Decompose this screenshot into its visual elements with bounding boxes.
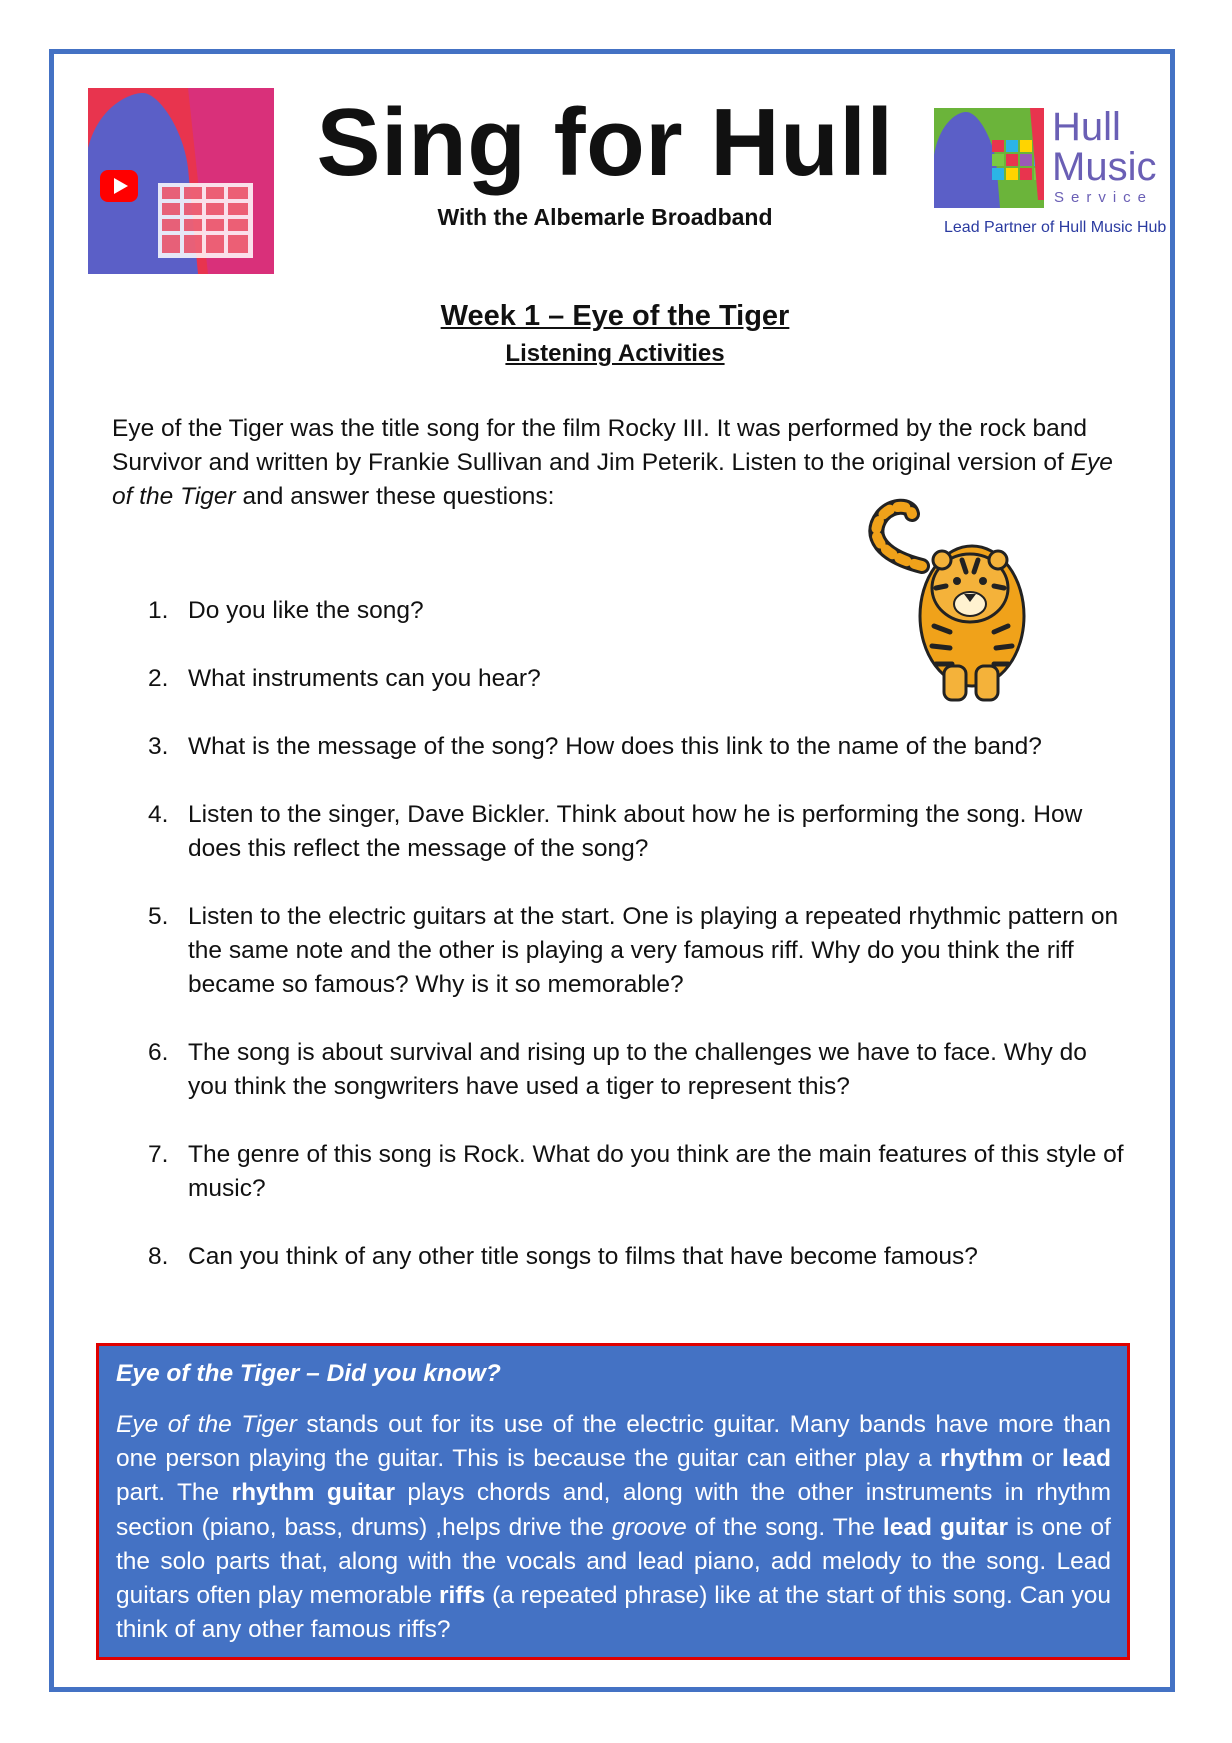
- question-item: 3. What is the message of the song? How does this link to the name of the band?: [148, 733, 1042, 760]
- partner-tagline: Lead Partner of Hull Music Hub: [944, 219, 1167, 236]
- question-item: 2. What instruments can you hear?: [148, 665, 541, 692]
- page-subtitle: With the Albemarle Broadband: [437, 204, 773, 230]
- question-item: 4. Listen to the singer, Dave Bickler. Think about how he is performing the song. How does this reflect the message of the song?: [148, 801, 1083, 862]
- did-you-know-box: [96, 1343, 1130, 1660]
- hull-music-service-logo[interactable]: [934, 100, 1174, 240]
- question-item: 1. Do you like the song?: [148, 597, 424, 624]
- svg-text:Music: Music: [1052, 145, 1157, 189]
- svg-text:Hull: Hull: [1052, 105, 1121, 149]
- section-title: Listening Activities: [505, 340, 725, 367]
- question-item: 5. Listen to the electric guitars at the start. One is playing a repeated rhythmic pattern on the same note and the other is playing a very famous riff. Why do you think the riff became so famous? Why is it so memorable?: [148, 903, 1119, 998]
- question-item: 6. The song is about survival and rising up to the challenges we have to face. Why do you think the songwriters have used a tiger to represent this?: [148, 1039, 1087, 1100]
- did-you-know-body: Eye of the Tiger stands out for its use of the electric guitar. Many bands have more than one person playing the guitar. This is because the guitar can either play a rhythm or lead part. The rhythm guitar plays chords and, along with the other instruments in rhythm section (piano, bass, drums) ,helps drive the groove of the song. The lead guitar is one of the solo parts that, along with the vocals and lead piano, add melody to the song. Lead guitars often play memorable riffs (a repeated phrase) like at the start of this song. Can you think of any other famous riffs?: [116, 1411, 1112, 1644]
- did-you-know-title: Eye of the Tiger – Did you know?: [116, 1360, 501, 1387]
- week-title: Week 1 – Eye of the Tiger: [440, 300, 790, 332]
- question-item: 8. Can you think of any other title songs to films that have become famous?: [148, 1243, 978, 1270]
- svg-text:Service: Service: [1054, 189, 1154, 206]
- sing-for-hull-logo[interactable]: [88, 88, 274, 274]
- question-item: 7. The genre of this song is Rock. What do you think are the main features of this style of music?: [148, 1141, 1124, 1202]
- page-title: Sing for Hull: [316, 89, 894, 196]
- intro-paragraph: Eye of the Tiger was the title song for the film Rocky III. It was performed by the rock band Survivor and written by Frankie Sullivan and Jim Peterik. Listen to the original version of Eye of the Tiger and answer these questions:: [112, 415, 1113, 510]
